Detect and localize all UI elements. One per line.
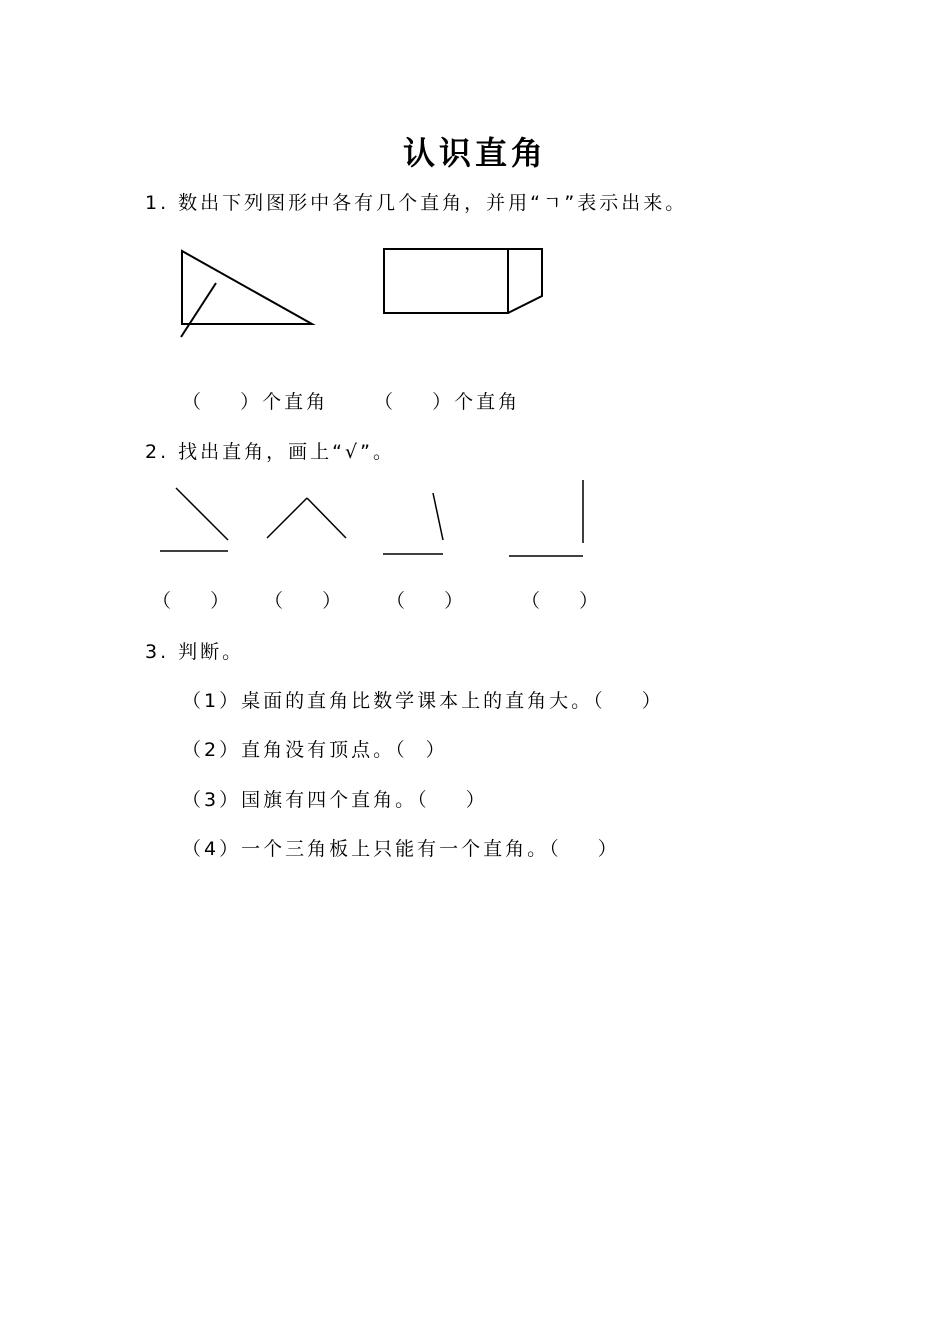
q2-angle-2 — [267, 498, 346, 538]
question-2-prompt: 2. 找出直角，画上“√”。 — [145, 441, 395, 463]
page-title: 认识直角 — [402, 134, 547, 172]
q2-answer-2[interactable]: （ ） — [264, 590, 345, 612]
side-quadrilateral — [508, 249, 542, 313]
q1-answer-1[interactable]: （ ）个直角 — [182, 391, 329, 413]
q2-angle-3 — [383, 493, 443, 554]
question-3-prompt: 3. 判断。 — [145, 641, 245, 663]
q2-answer-3[interactable]: （ ） — [386, 590, 467, 612]
question-1-prompt: 1. 数出下列图形中各有几个直角，并用“ㄱ”表示出来。 — [145, 192, 688, 214]
q2-answer-4[interactable]: （ ） — [521, 590, 602, 612]
triangle — [182, 251, 312, 324]
q1-rectangle-figure — [384, 249, 542, 313]
q3-item-4: （4）一个三角板上只能有一个直角。（ ） — [182, 838, 620, 860]
q2-angle-4 — [509, 480, 583, 556]
crossing-line — [181, 283, 216, 337]
q3-item-3: （3）国旗有四个直角。（ ） — [182, 789, 488, 811]
q2-answer-1[interactable]: （ ） — [152, 590, 233, 612]
q1-triangle-figure — [181, 251, 312, 337]
q3-item-2: （2）直角没有顶点。（ ） — [182, 739, 448, 761]
q1-answer-2[interactable]: （ ）个直角 — [374, 391, 521, 413]
rectangle — [384, 249, 508, 313]
q3-item-1: （1）桌面的直角比数学课本上的直角大。（ ） — [182, 690, 664, 712]
q2-angle-1 — [160, 488, 228, 551]
